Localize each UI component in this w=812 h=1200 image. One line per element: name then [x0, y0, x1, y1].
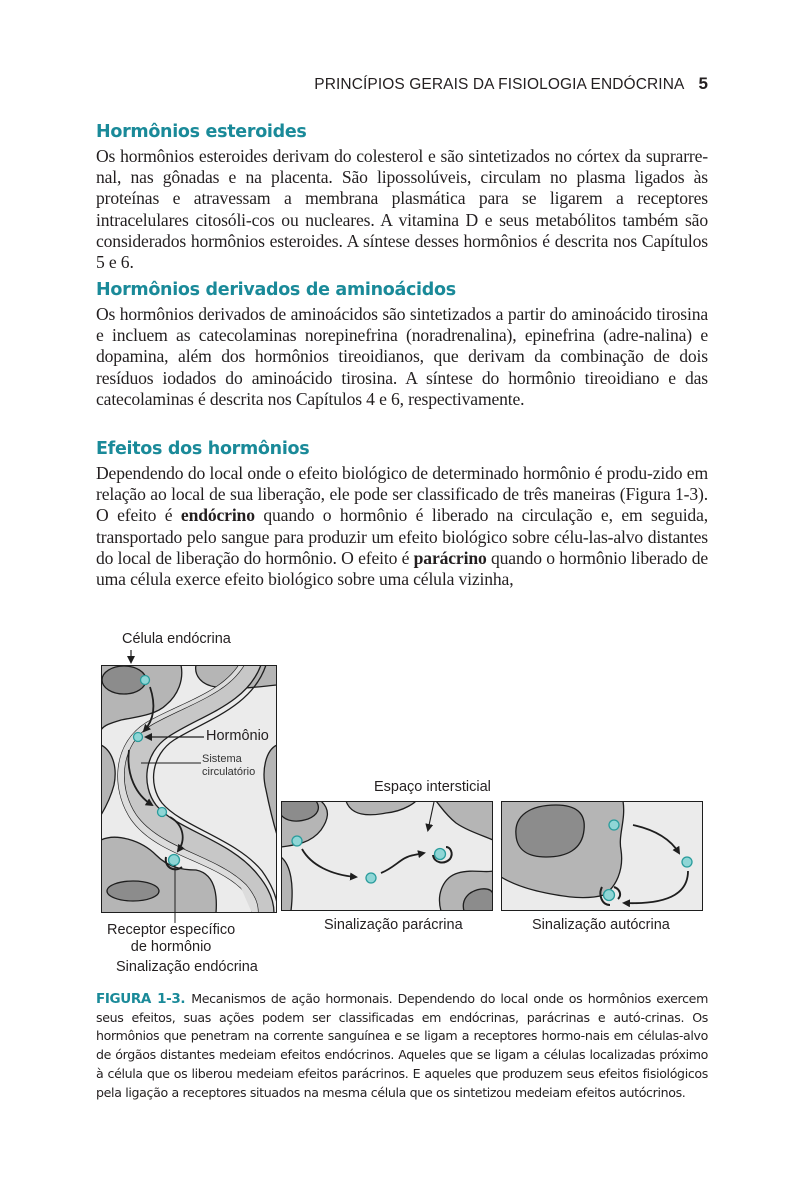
label-hormone-receptor — [107, 922, 235, 956]
section-heading: Efeitos dos hormônios — [96, 439, 310, 459]
label-paracrine-signaling: Sinalização parácrina — [324, 917, 463, 933]
section-heading: Hormônios esteroides — [96, 122, 307, 142]
section-paragraph: Os hormônios esteroides derivam do colesterol e são sintetizados no córtex da suprarre-nal, nas gônadas e na placenta. São lipossolúveis, circulam no plasma ligados às proteínas e atravessam a membrana plasmática para se ligarem a receptores intracelulares citosóli-cos ou nucleares. A vitamina D e seus metabólitos também são considerados hormônios esteroides. A síntese desses hormônios é descrita nos Capítulos 5 e 6. — [96, 146, 708, 273]
label-hormone: Hormônio — [206, 728, 269, 744]
label-line: circulatório — [202, 766, 256, 778]
running-head-title: PRINCÍPIOS GERAIS DA FISIOLOGIA ENDÓCRINA — [314, 76, 685, 93]
endocrine-panel — [101, 665, 278, 915]
paracrine-panel — [281, 801, 493, 911]
page-number: 5 — [698, 74, 708, 93]
figure-1-3 — [96, 625, 716, 980]
text-run: quando o hormônio é liberado na circulação e, em seguida, transportado pelo sangue para produzir um efeito biológico sobre célu-las-alvo distantes do local de liberação do hormônio. O efeito é — [96, 505, 708, 568]
section-hormone-effects — [96, 437, 708, 590]
label-endocrine-cell: Célula endócrina — [122, 631, 231, 647]
text-run: Dependendo do local onde o efeito biológico de determinado hormônio é produ-zido em relação ao local de sua liberação, ele pode ser classificado de três maneiras (Figura 1-3). O efeito é — [96, 463, 708, 526]
text-run: quando o hormônio liberado de uma célula exerce efeito biológico sobre uma célula vizinha, — [96, 547, 708, 590]
caption-label: FIGURA 1-3. — [96, 991, 186, 1007]
autocrine-panel — [501, 801, 703, 911]
caption-text: Mecanismos de ação hormonais. Dependendo do local onde os hormônios exercem seus efeitos, suas ações podem ser classificadas em endócrinas, parácrinas e autó-crinas. Os hormônios que penetram na corrente sanguínea e se ligam a receptores hormo-nais em células-alvo de órgãos distantes medeiam efeitos endócrinos. Aqueles que se ligam a células localizadas próximo à célula que os liberou medeiam efeitos parácrinos. E aqueles que produzem seus efeitos fisiológicos pela ligação a receptores situados na mesma célula que os sintetizou medeiam efeitos autócrinos. — [96, 991, 708, 1100]
section-heading: Hormônios derivados de aminoácidos — [96, 280, 456, 300]
section-paragraph: Os hormônios derivados de aminoácidos são sintetizados a partir do aminoácido tirosina e incluem as catecolaminas norepinefrina (noradrenalina), epinefrina (adre-nalina) e dopamina, além dos hormônios tireoidianos, que derivam da combinação de dois resíduos iodados do aminoácido tirosina. A síntese do hormônio tireoidiano e das catecolaminas é descrita nos Capítulos 4 e 6, respectivamente. — [96, 304, 708, 409]
label-line: Receptor específico — [107, 922, 236, 938]
term-endocrine: endócrino — [180, 505, 255, 526]
label-interstitial-space: Espaço intersticial — [374, 779, 491, 795]
section-amino-acid-hormones — [96, 278, 708, 410]
figure-caption — [96, 990, 708, 1102]
label-autocrine-signaling: Sinalização autócrina — [532, 917, 670, 933]
label-circulatory-system — [202, 753, 255, 779]
section-steroid-hormones — [96, 120, 708, 273]
label-line: de hormônio — [130, 939, 212, 955]
term-paracrine: parácrino — [413, 547, 487, 568]
running-head — [314, 74, 708, 94]
label-line: Sistema — [202, 753, 242, 765]
section-paragraph — [96, 463, 708, 590]
label-endocrine-signaling: Sinalização endócrina — [116, 959, 258, 975]
